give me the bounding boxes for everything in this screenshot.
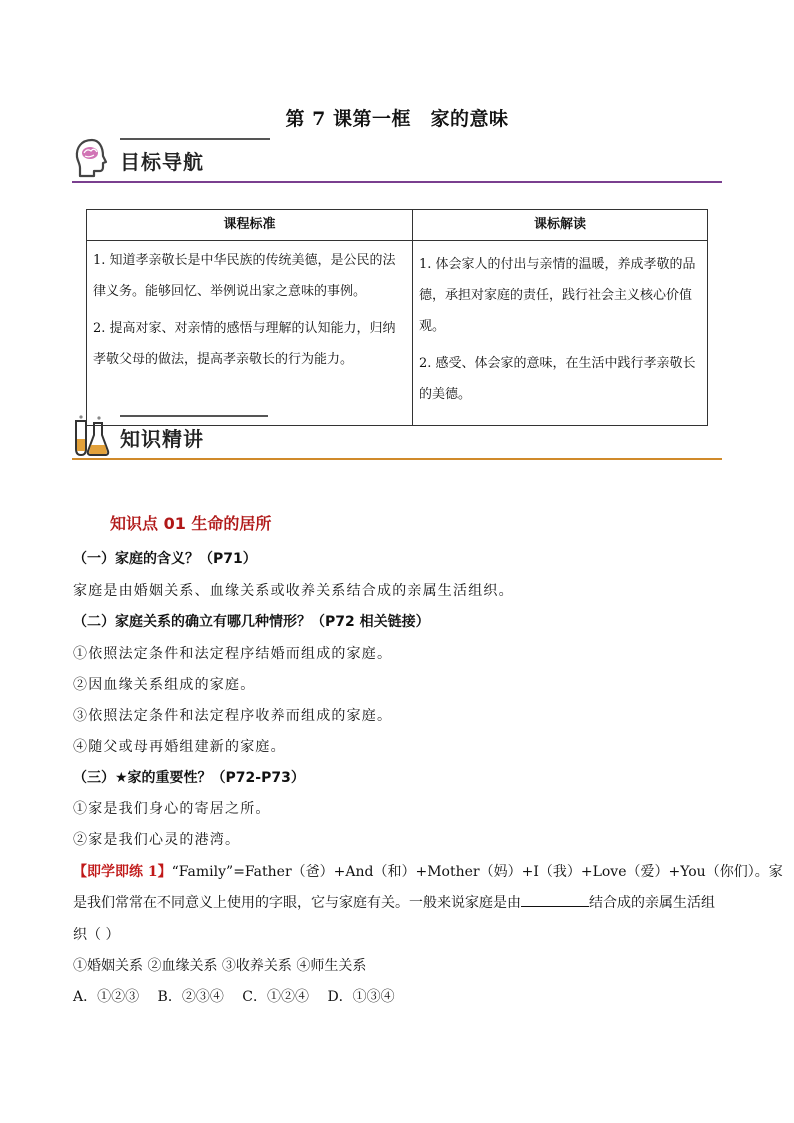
exercise-tag: 【即学即练 1】 <box>73 864 172 880</box>
header-top-rule <box>120 415 268 417</box>
section-header-goals <box>72 136 722 184</box>
header-underline <box>72 458 722 460</box>
list-item: ①依照法定条件和法定程序结婚而组成的家庭。 <box>73 646 393 662</box>
exercise-choices[interactable]: A．①②③ B．②③④ C．①②④ D．①③④ <box>73 989 395 1005</box>
table-cell-standard <box>87 241 413 426</box>
exercise-text: 结合成的亲属生活组 <box>589 895 715 911</box>
list-item: ②因血缘关系组成的家庭。 <box>73 677 256 693</box>
list-item: ①家是我们身心的寄居之所。 <box>73 801 271 817</box>
answer-blank[interactable] <box>521 892 589 907</box>
exercise-line <box>73 892 715 912</box>
table-header-interpretation: 课标解读 <box>413 210 708 241</box>
knowledge-point-title: 知识点 01 生命的居所 <box>110 514 272 533</box>
brain-head-icon <box>72 136 112 180</box>
list-item: ④随父或母再婚组建新的家庭。 <box>73 739 286 755</box>
exercise-line <box>73 861 783 881</box>
standard-item: 2. 提高对家、对亲情的感悟与理解的认知能力，归纳孝敬父母的做法，提高孝亲敬长的行为能力。 <box>93 321 396 367</box>
curriculum-table <box>86 209 708 426</box>
question-heading: （一）家庭的含义？（P71） <box>73 551 257 567</box>
exercise-text: 织（ ） <box>73 927 120 943</box>
list-item: ③依照法定条件和法定程序收养而组成的家庭。 <box>73 708 393 724</box>
page-title: 第 7 课第一框 家的意味 <box>285 108 509 130</box>
standard-item: 1. 知道孝亲敬长是中华民族的传统美德，是公民的法律义务。能够回忆、举例说出家之意味的事例。 <box>93 253 396 299</box>
lab-flask-icon <box>72 413 112 457</box>
section-title: 知识精讲 <box>120 427 204 451</box>
interpretation-item: 2. 感受、体会家的意味，在生活中践行孝亲敬长的美德。 <box>419 356 696 402</box>
list-item: ②家是我们心灵的港湾。 <box>73 832 241 848</box>
exercise-text: “Family”=Father（爸）+And（和）+Mother（妈）+I（我）+Love（爱）+You（你们）。家 <box>171 864 783 880</box>
exercise-text: 是我们常常在不同意义上使用的字眼，它与家庭有关。一般来说家庭是由 <box>73 895 521 911</box>
exercise-options: ①婚姻关系 ②血缘关系 ③收养关系 ④师生关系 <box>73 958 367 974</box>
question-heading: （二）家庭关系的确立有哪几种情形？（P72 相关链接） <box>73 614 430 630</box>
table-cell-interpretation <box>413 241 708 426</box>
answer-text: 家庭是由婚姻关系、血缘关系或收养关系结合成的亲属生活组织。 <box>73 583 514 599</box>
section-title: 目标导航 <box>120 150 204 174</box>
section-header-knowledge <box>72 413 722 461</box>
interpretation-item: 1. 体会家人的付出与亲情的温暖，养成孝敬的品德，承担对家庭的责任，践行社会主义核心价值观。 <box>419 257 696 334</box>
question-heading: （三）★家的重要性？（P72-P73） <box>73 770 305 786</box>
table-header-standard: 课程标准 <box>87 210 413 241</box>
header-top-rule <box>120 138 270 140</box>
header-underline <box>72 181 722 183</box>
